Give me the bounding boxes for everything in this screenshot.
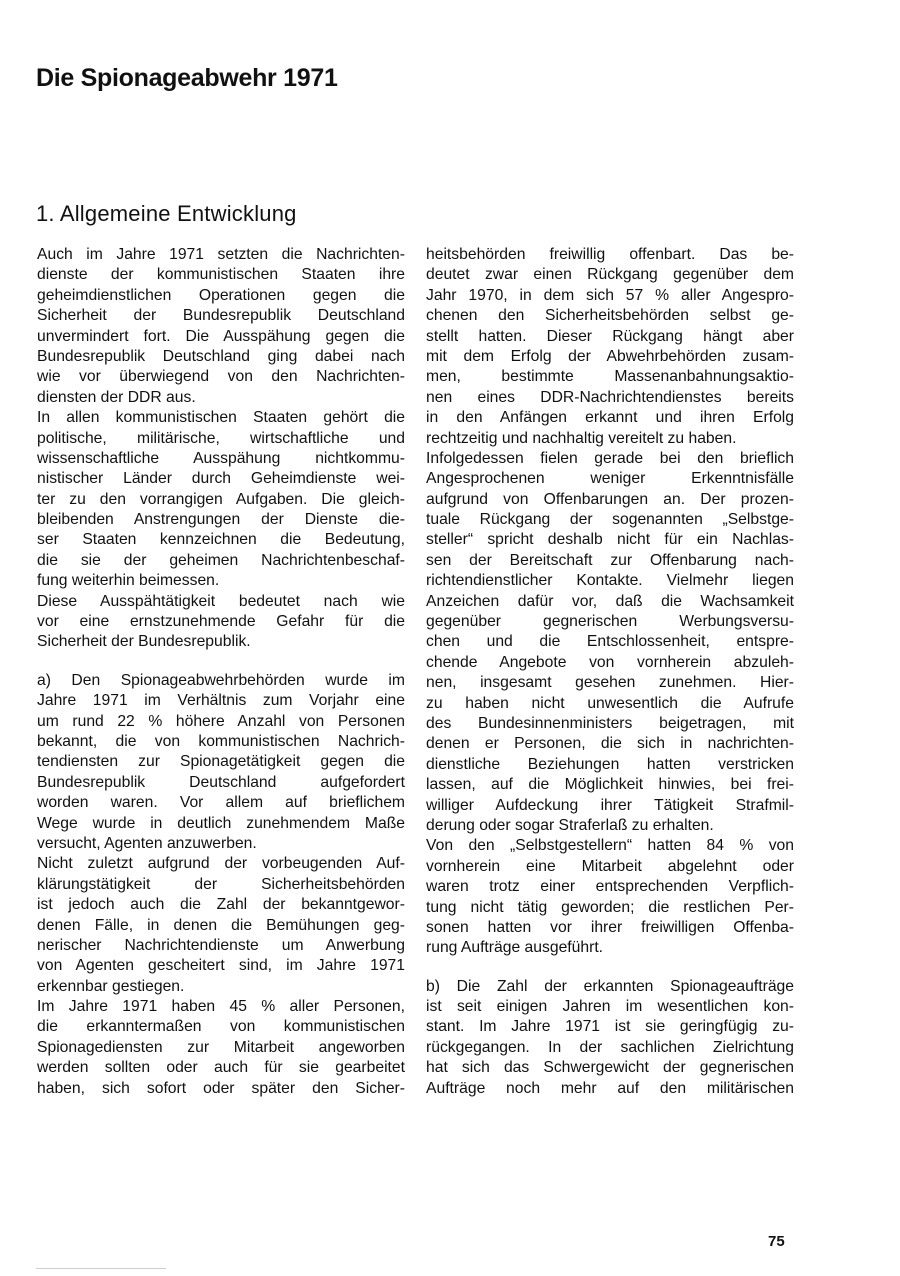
text-line: ser Staaten kennzeichnen die Bedeutung, <box>37 531 405 549</box>
text-line: sonen hatten vor ihrer freiwilligen Offenba- <box>426 918 794 936</box>
text-line: dienste der kommunistischen Staaten ihre <box>37 266 405 284</box>
text-line: Bundesrepublik Deutschland ging dabei nach <box>37 347 405 365</box>
text-line: In allen kommunistischen Staaten gehört die <box>37 409 405 427</box>
text-line: nerischer Nachrichtendienste um Anwerbung <box>37 936 405 954</box>
text-line: wie vor überwiegend von den Nachrichten- <box>37 368 405 386</box>
text-line: diensten der DDR aus. <box>37 388 196 406</box>
footer-rule <box>36 1268 166 1269</box>
text-line: klärungstätigkeit der Sicherheitsbehörden <box>37 875 405 893</box>
text-line: tuale Rückgang der sogenannten „Selbstge- <box>426 511 794 529</box>
text-line: die erkanntermaßen von kommunistischen <box>37 1018 405 1036</box>
text-line: von Agenten gescheitert sind, im Jahre 1971 <box>37 957 405 975</box>
text-line: Aufträge noch mehr auf den militärischen <box>426 1079 794 1097</box>
text-line: denen Fälle, in denen die Bemühungen geg- <box>37 916 405 934</box>
page-title: Die Spionageabwehr 1971 <box>36 64 338 92</box>
right-text-column <box>426 245 794 1099</box>
text-line: Diese Ausspähtätigkeit bedeutet nach wie <box>37 592 405 610</box>
left-text-column <box>37 245 405 1099</box>
text-line: hat sich das Schwergewicht der gegnerischen <box>426 1059 794 1077</box>
text-line: Anzeichen dafür vor, daß die Wachsamkeit <box>426 592 794 610</box>
text-line: nen, insgesamt gesehen zunehmen. Hier- <box>426 674 794 692</box>
text-line: ter zu den vorrangigen Aufgaben. Die gleich- <box>37 490 405 508</box>
text-line: zu haben nicht unwesentlich die Aufrufe <box>426 694 794 712</box>
text-line: Infolgedessen fielen gerade bei den brieflich <box>426 449 794 467</box>
text-line: Angesprochenen weniger Erkenntnisfälle <box>426 470 794 488</box>
text-line: gegenüber gegnerischen Werbungsversu- <box>426 613 794 631</box>
text-line: heitsbehörden freiwillig offenbart. Das be- <box>426 246 794 263</box>
text-line: wissenschaftliche Ausspähung nichtkommu- <box>37 449 405 467</box>
text-line: unvermindert fort. Die Ausspähung gegen die <box>37 327 405 345</box>
text-line: versucht, Agenten anzuwerben. <box>37 834 257 852</box>
text-line: chenen den Sicherheitsbehörden selbst ge- <box>426 307 794 325</box>
text-line: men, bestimmte Massenanbahnungsaktio- <box>426 368 794 386</box>
text-line: derung oder sogar Straferlaß zu erhalten. <box>426 816 714 834</box>
text-line: chen und die Entschlossenheit, entspre- <box>426 633 794 651</box>
text-line: in den Anfängen erkannt und ihren Erfolg <box>426 409 794 427</box>
text-line: haben, sich sofort oder später den Sicher- <box>37 1079 405 1097</box>
text-line: stellt hatten. Dieser Rückgang hängt aber <box>426 327 794 345</box>
text-line: geheimdienstlichen Operationen gegen die <box>37 286 405 304</box>
text-line: Bundesrepublik Deutschland aufgefordert <box>37 773 405 791</box>
text-line: deutet zwar einen Rückgang gegenüber dem <box>426 266 794 284</box>
text-line: mit dem Erfolg der Abwehrbehörden zusam- <box>426 347 794 365</box>
text-line: nen eines DDR-Nachrichtendienstes bereits <box>426 388 794 406</box>
text-line: Jahre 1971 im Verhältnis zum Vorjahr eine <box>37 692 405 710</box>
text-line: worden waren. Vor allem auf brieflichem <box>37 794 405 812</box>
text-line: Jahr 1970, in dem sich 57 % aller Angespro- <box>426 286 794 304</box>
text-line: rechtzeitig und nachhaltig vereitelt zu haben. <box>426 429 737 447</box>
text-line: chende Angebote von vornherein abzuleh- <box>426 653 794 671</box>
text-line: vor eine ernstzunehmende Gefahr für die <box>37 613 405 631</box>
text-line: rückgegangen. In der sachlichen Zielrichtung <box>426 1038 794 1056</box>
text-line: nistischer Länder durch Geheimdienste wei- <box>37 470 405 488</box>
text-line: tendiensten zur Spionagetätigkeit gegen die <box>37 753 405 771</box>
text-line: ist jedoch auch die Zahl der bekanntgewor- <box>37 896 405 914</box>
text-line: Von den „Selbstgestellern“ hatten 84 % von <box>426 837 794 855</box>
text-line: bekannt, die von kommunistischen Nachrich- <box>37 732 405 750</box>
text-line: Wege wurde in deutlich zunehmendem Maße <box>37 814 405 832</box>
text-line: Spionagediensten zur Mitarbeit angeworben <box>37 1038 405 1056</box>
text-line: aufgrund von Offenbarungen an. Der prozen- <box>426 490 794 508</box>
text-line: steller“ spricht deshalb nicht für ein Nachlas- <box>426 531 794 549</box>
text-line: b) Die Zahl der erkannten Spionageaufträge <box>426 977 794 995</box>
text-line: werden sollten oder auch für sie gearbeitet <box>37 1059 405 1077</box>
text-line: um rund 22 % höhere Anzahl von Personen <box>37 712 405 730</box>
text-line: bleibenden Anstrengungen der Dienste die- <box>37 511 405 529</box>
text-line: rung Aufträge ausgeführt. <box>426 939 604 957</box>
text-line: denen er Personen, die sich in nachrichten- <box>426 735 794 753</box>
paragraph-gap <box>426 959 794 977</box>
text-line: vornherein eine Mitarbeit abgelehnt oder <box>426 857 794 875</box>
text-line: fung weiterhin beimessen. <box>37 572 220 590</box>
text-line: ist seit einigen Jahren im wesentlichen kon- <box>426 998 794 1016</box>
page-number: 75 <box>768 1233 785 1250</box>
text-line: die sie der geheimen Nachrichtenbeschaf- <box>37 551 405 569</box>
text-line: waren trotz einer entsprechenden Verpflich- <box>426 878 794 896</box>
text-line: sen der Bereitschaft zur Offenbarung nach- <box>426 551 794 569</box>
text-line: Sicherheit der Bundesrepublik. <box>37 633 251 651</box>
section-heading: 1. Allgemeine Entwicklung <box>36 201 297 226</box>
text-line: des Bundesinnenministers beigetragen, mit <box>426 714 794 732</box>
text-line: williger Aufdeckung ihrer Tätigkeit Strafmil- <box>426 796 794 814</box>
text-line: Nicht zuletzt aufgrund der vorbeugenden Auf- <box>37 855 405 873</box>
text-line: richtendienstlicher Kontakte. Vielmehr liegen <box>426 572 794 590</box>
text-line: erkennbar gestiegen. <box>37 977 185 995</box>
text-line: Auch im Jahre 1971 setzten die Nachrichten- <box>37 246 405 263</box>
paragraph-gap <box>37 653 405 671</box>
text-line: stant. Im Jahre 1971 ist sie geringfügig zu- <box>426 1018 794 1036</box>
text-line: dienstliche Beziehungen hatten verstricken <box>426 755 794 773</box>
text-line: lassen, auf die Möglichkeit hinwies, bei frei- <box>426 776 794 794</box>
text-line: tung nicht tätig geworden; die restlichen Per- <box>426 898 794 916</box>
text-line: Sicherheit der Bundesrepublik Deutschland <box>37 307 405 325</box>
text-line: politische, militärische, wirtschaftliche und <box>37 429 405 447</box>
text-line: Im Jahre 1971 haben 45 % aller Personen, <box>37 998 405 1016</box>
text-line: a) Den Spionageabwehrbehörden wurde im <box>37 671 405 689</box>
